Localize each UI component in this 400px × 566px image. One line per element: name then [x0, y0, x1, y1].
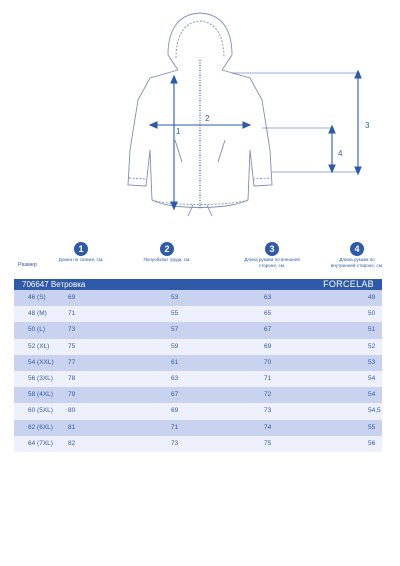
measure-cell-3: 65 [264, 310, 272, 318]
measure-cell-3: 67 [264, 326, 272, 334]
measure-cell-4: 49 [368, 294, 376, 301]
measure-cell-3: 73 [264, 407, 272, 415]
measure-cell-2: 67 [171, 391, 179, 399]
column-caption-4: Длина рукава по внутренней стороне, см. [330, 257, 384, 268]
column-caption-2: Полуобхват груди, см. [143, 257, 191, 262]
measure-cell-4: 56 [368, 439, 376, 447]
size-table [14, 290, 382, 452]
measure-cell-2: 57 [171, 326, 179, 334]
measure-cell-1: 73 [68, 326, 76, 334]
measure-cell-4: 51 [368, 326, 376, 334]
column-number-2: 2 [160, 242, 174, 256]
table-row [14, 387, 382, 403]
table-row [14, 436, 382, 452]
diagram-label-4: 4 [338, 149, 343, 158]
diagram-label-1: 1 [176, 127, 181, 136]
measure-cell-2: 71 [171, 423, 179, 431]
table-row [14, 371, 382, 387]
measure-cell-1: 75 [68, 342, 76, 350]
brand-name: FORCELAB [323, 279, 374, 289]
size-cell: 50 (L) [28, 326, 45, 334]
table-row [14, 306, 382, 322]
diagram-label-3: 3 [365, 121, 370, 130]
measure-cell-1: 80 [68, 407, 76, 415]
size-cell: 64 (7XL) [28, 439, 53, 447]
table-row [14, 420, 382, 436]
measure-cell-1: 71 [68, 310, 76, 318]
measure-cell-3: 71 [264, 374, 272, 382]
column-number-3: 3 [265, 242, 279, 256]
table-header [0, 242, 400, 278]
diagram-label-2: 2 [205, 114, 210, 123]
table-row [14, 290, 382, 306]
size-cell: 52 (XL) [28, 342, 50, 350]
size-header: Размер [18, 262, 37, 268]
measure-cell-2: 55 [171, 310, 179, 318]
measure-cell-3: 74 [264, 423, 272, 431]
size-cell: 46 (S) [28, 294, 46, 301]
measure-cell-2: 69 [171, 407, 179, 415]
size-cell: 60 (5XL) [28, 407, 53, 415]
column-number-4: 4 [350, 242, 364, 256]
measure-cell-4: 55 [368, 423, 376, 431]
measure-cell-1: 82 [68, 439, 76, 447]
measure-cell-4: 54,5 [368, 407, 381, 415]
measure-cell-2: 73 [171, 439, 179, 447]
size-cell: 48 (M) [28, 310, 47, 318]
measure-cell-1: 78 [68, 374, 76, 382]
measure-cell-1: 79 [68, 391, 76, 399]
measure-cell-1: 69 [68, 294, 76, 301]
measure-cell-2: 61 [171, 358, 179, 366]
table-row [14, 403, 382, 419]
product-bar [14, 279, 382, 290]
column-caption-3: Длина рукава по внешней стороне, см. [244, 257, 300, 268]
table-row [14, 339, 382, 355]
column-caption-1: Длина по спинке, см. [58, 257, 104, 262]
table-row [14, 355, 382, 371]
measure-cell-2: 53 [171, 294, 179, 301]
jacket-diagram [0, 0, 400, 235]
measure-cell-4: 54 [368, 374, 376, 382]
measure-cell-4: 53 [368, 358, 376, 366]
size-cell: 56 (3XL) [28, 374, 53, 382]
measure-cell-4: 54 [368, 391, 376, 399]
measure-cell-2: 63 [171, 374, 179, 382]
measure-cell-3: 72 [264, 391, 272, 399]
size-cell: 54 (XXL) [28, 358, 54, 366]
table-row [14, 322, 382, 338]
size-cell: 58 (4XL) [28, 391, 53, 399]
measure-cell-1: 77 [68, 358, 76, 366]
measure-cell-3: 69 [264, 342, 272, 350]
measure-cell-3: 63 [264, 294, 272, 301]
size-cell: 62 (6XL) [28, 423, 53, 431]
product-code-name: 706647 Ветровка [22, 280, 86, 289]
measure-cell-1: 81 [68, 423, 76, 431]
measure-cell-4: 50 [368, 310, 376, 318]
column-number-1: 1 [74, 242, 88, 256]
measure-cell-4: 52 [368, 342, 376, 350]
measure-cell-2: 59 [171, 342, 179, 350]
measure-cell-3: 70 [264, 358, 272, 366]
measure-cell-3: 75 [264, 439, 272, 447]
